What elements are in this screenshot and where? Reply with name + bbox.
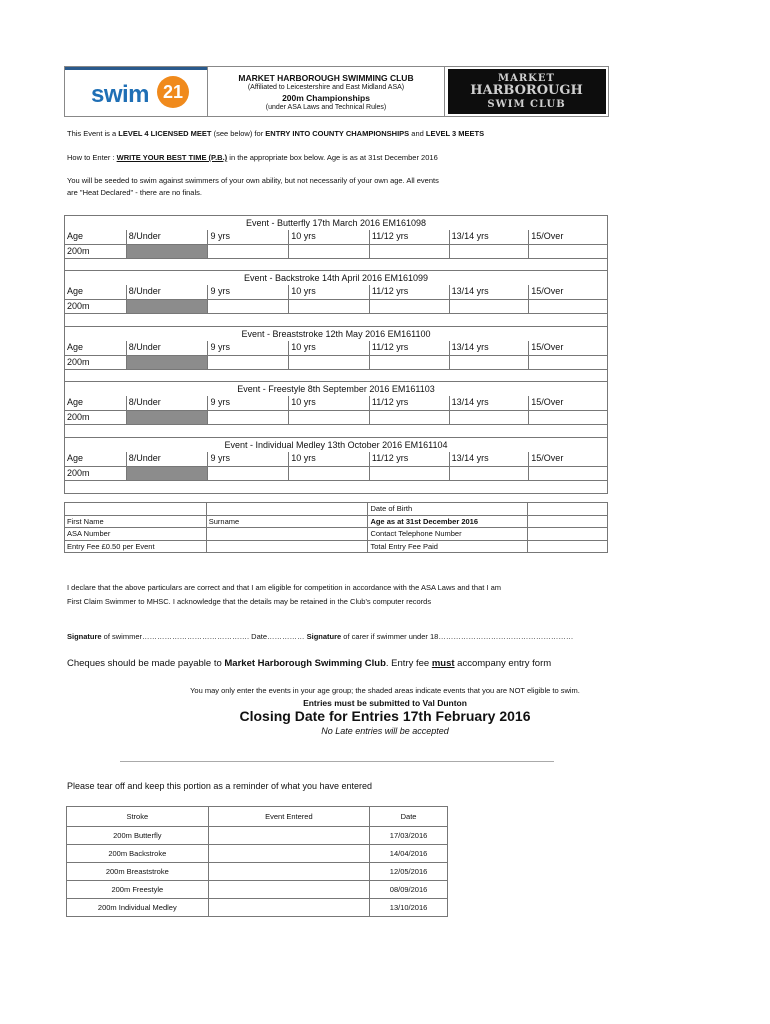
age-field[interactable] (528, 515, 608, 528)
distance-label: 200m (65, 410, 126, 424)
time-entry-cell[interactable] (288, 410, 369, 424)
time-entry-cell[interactable] (528, 355, 607, 369)
time-entry-cell[interactable] (449, 244, 529, 258)
distance-label: 200m (65, 466, 126, 480)
reminder-stroke: 200m Butterfly (67, 827, 209, 845)
asa-number-field[interactable] (206, 528, 368, 541)
age-group-label: 10 yrs (288, 285, 369, 299)
age-group-label: 13/14 yrs (449, 396, 529, 410)
intro-seeding: You will be seeded to swim against swimmers of your own ability, but not necessarily of your own age. All events are "Heat Declared" - there are no finals. (67, 176, 439, 197)
age-group-label: 10 yrs (288, 396, 369, 410)
event-title: Event - Breaststroke 12th May 2016 EM161100 (241, 329, 431, 339)
ineligible-cell (126, 410, 208, 424)
age-group-label: 13/14 yrs (449, 285, 529, 299)
contact-phone-label: Contact Telephone Number (368, 528, 528, 541)
entrant-details-table (64, 502, 608, 553)
reminder-stroke: 200m Backstroke (67, 845, 209, 863)
cheques-note: Cheques should be made payable to Market Harborough Swimming Club. Entry fee must accompany entry form (67, 658, 552, 669)
asa-number-label: ASA Number (65, 528, 207, 541)
time-entry-cell[interactable] (288, 355, 369, 369)
age-group-label: 8/Under (126, 341, 208, 355)
reminder-event-entered[interactable] (208, 899, 370, 917)
closing-date: Closing Date for Entries 17th February 2016 (239, 708, 531, 724)
intro-how-to-enter: How to Enter : WRITE YOUR BEST TIME (P.B.) in the appropriate box below. Age is as at 31st December 2016 (67, 153, 438, 162)
no-late-entries: No Late entries will be accepted (321, 726, 449, 736)
time-entry-cell[interactable] (369, 355, 449, 369)
distance-label: 200m (65, 355, 126, 369)
signature-line: Signature of swimmer……………………………………. Date…………… Signature of carer if swimmer under 18……………………………………………… (67, 632, 574, 641)
time-entry-cell[interactable] (528, 244, 607, 258)
age-group-label: 11/12 yrs (369, 230, 449, 244)
time-entry-cell[interactable] (369, 410, 449, 424)
surname-label: Surname (206, 515, 368, 528)
time-entry-cell[interactable] (207, 410, 288, 424)
age-group-label: 13/14 yrs (449, 452, 529, 466)
time-entry-cell[interactable] (528, 410, 607, 424)
distance-label: 200m (65, 299, 126, 313)
championship-title: 200m Championships (282, 92, 370, 103)
tear-off-line (120, 761, 554, 762)
time-entry-cell[interactable] (207, 355, 288, 369)
age-group-label: 8/Under (126, 452, 208, 466)
age-group-label: 15/Over (528, 285, 607, 299)
age-group-label: 9 yrs (207, 452, 288, 466)
reminder-row (67, 845, 448, 863)
reminder-event-entered[interactable] (208, 863, 370, 881)
reminder-row (67, 827, 448, 845)
ineligible-cell (126, 355, 208, 369)
first-name-label: First Name (65, 515, 207, 528)
reminder-table (66, 806, 448, 917)
total-fee-label: Total Entry Fee Paid (368, 540, 528, 553)
time-entry-cell[interactable] (207, 244, 288, 258)
time-entry-cell[interactable] (449, 299, 529, 313)
time-entry-cell[interactable] (207, 466, 288, 480)
reminder-date: 13/10/2016 (370, 899, 448, 917)
reminder-event-entered[interactable] (208, 845, 370, 863)
event-title: Event - Backstroke 14th April 2016 EM161099 (243, 273, 429, 283)
time-entry-cell[interactable] (288, 244, 369, 258)
age-group-label: 15/Over (528, 452, 607, 466)
age-group-label: 13/14 yrs (449, 230, 529, 244)
swim21-logo-number: 21 (157, 76, 189, 108)
time-entry-cell[interactable] (449, 410, 529, 424)
age-group-label: Age (67, 342, 84, 352)
time-entry-cell[interactable] (528, 466, 607, 480)
age-group-label: 9 yrs (207, 396, 288, 410)
time-entry-cell[interactable] (288, 466, 369, 480)
age-group-label: 11/12 yrs (369, 341, 449, 355)
total-fee-field[interactable] (528, 540, 608, 553)
age-group-label: 11/12 yrs (369, 396, 449, 410)
reminder-row (67, 881, 448, 899)
event-block (64, 437, 608, 493)
age-group-label: 8/Under (126, 396, 208, 410)
age-group-label: Age (67, 397, 84, 407)
club-logo: MARKET HARBOROUGH SWIM CLUB (445, 66, 609, 117)
age-group-label: 15/Over (528, 341, 607, 355)
time-entry-cell[interactable] (449, 355, 529, 369)
declaration: I declare that the above particulars are correct and that I am eligible for competition in accordance with the ASA Laws and that I am First Claim Swimmer to MHSC. I acknowledge that the details may be retained in the Club's computer records (67, 583, 501, 606)
reminder-event-entered[interactable] (208, 827, 370, 845)
age-group-label: 11/12 yrs (369, 285, 449, 299)
eligibility-note: You may only enter the events in your age group; the shaded areas indicate events that you are NOT eligible to swim. (190, 686, 580, 695)
reminder-date: 14/04/2016 (370, 845, 448, 863)
age-group-label: 15/Over (528, 230, 607, 244)
age-group-label: 10 yrs (288, 341, 369, 355)
reminder-stroke: 200m Freestyle (67, 881, 209, 899)
age-group-label: Age (67, 286, 84, 296)
age-group-label: 9 yrs (207, 341, 288, 355)
entry-fee-label: Entry Fee £0.50 per Event (65, 540, 207, 553)
event-title: Event - Butterfly 17th March 2016 EM161098 (245, 218, 427, 228)
reminder-header-stroke: Stroke (67, 807, 209, 827)
age-group-label: 10 yrs (288, 452, 369, 466)
rules-note: (under ASA Laws and Technical Rules) (265, 103, 387, 111)
distance-label: 200m (65, 244, 126, 258)
age-group-label: 8/Under (126, 285, 208, 299)
time-entry-cell[interactable] (449, 466, 529, 480)
reminder-header-date: Date (370, 807, 448, 827)
header-title-box (207, 66, 445, 117)
reminder-row (67, 863, 448, 881)
contact-phone-field[interactable] (528, 528, 608, 541)
ineligible-cell (126, 466, 208, 480)
age-group-label: 9 yrs (207, 230, 288, 244)
reminder-date: 12/05/2016 (370, 863, 448, 881)
age-group-label: Age (67, 453, 84, 463)
event-title: Event - Individual Medley 13th October 2016 EM161104 (224, 440, 448, 450)
age-group-label: 10 yrs (288, 230, 369, 244)
ineligible-cell (126, 299, 208, 313)
tear-off-note: Please tear off and keep this portion as a reminder of what you have entered (67, 781, 373, 791)
dob-label: Date of Birth (368, 503, 528, 516)
event-title: Event - Freestyle 8th September 2016 EM161103 (237, 384, 435, 394)
age-group-label: 8/Under (126, 230, 208, 244)
time-entry-cell[interactable] (288, 299, 369, 313)
age-group-label: 11/12 yrs (369, 452, 449, 466)
event-block (64, 270, 608, 326)
affiliation: (Affiliated to Leicestershire and East Midland ASA) (247, 83, 405, 91)
age-group-label: Age (67, 231, 84, 241)
reminder-stroke: 200m Individual Medley (67, 899, 209, 917)
reminder-row (67, 899, 448, 917)
club-title: MARKET HARBOROUGH SWIMMING CLUB (238, 72, 414, 83)
time-entry-cell[interactable] (528, 299, 607, 313)
reminder-date: 17/03/2016 (370, 827, 448, 845)
reminder-header-event: Event Entered (208, 807, 370, 827)
time-entry-cell[interactable] (369, 466, 449, 480)
age-as-at-label: Age as at 31st December 2016 (368, 515, 528, 528)
reminder-stroke: 200m Breaststroke (67, 863, 209, 881)
reminder-event-entered[interactable] (208, 881, 370, 899)
age-group-label: 9 yrs (207, 285, 288, 299)
time-entry-cell[interactable] (369, 244, 449, 258)
time-entry-cell[interactable] (369, 299, 449, 313)
event-block (64, 381, 608, 437)
time-entry-cell[interactable] (207, 299, 288, 313)
reminder-date: 08/09/2016 (370, 881, 448, 899)
header (64, 66, 609, 117)
submit-to: Entries must be submitted to Val Dunton (303, 698, 467, 708)
age-group-label: 15/Over (528, 396, 607, 410)
dob-field[interactable] (528, 503, 608, 516)
swim21-logo: swim 21 (64, 66, 207, 117)
event-block (64, 326, 608, 382)
ineligible-cell (126, 244, 208, 258)
intro-level: This Event is a LEVEL 4 LICENSED MEET (see below) for ENTRY INTO COUNTY CHAMPIONSHIPS and LEVEL 3 MEETS (67, 129, 485, 138)
age-group-label: 13/14 yrs (449, 341, 529, 355)
event-block (64, 215, 608, 271)
